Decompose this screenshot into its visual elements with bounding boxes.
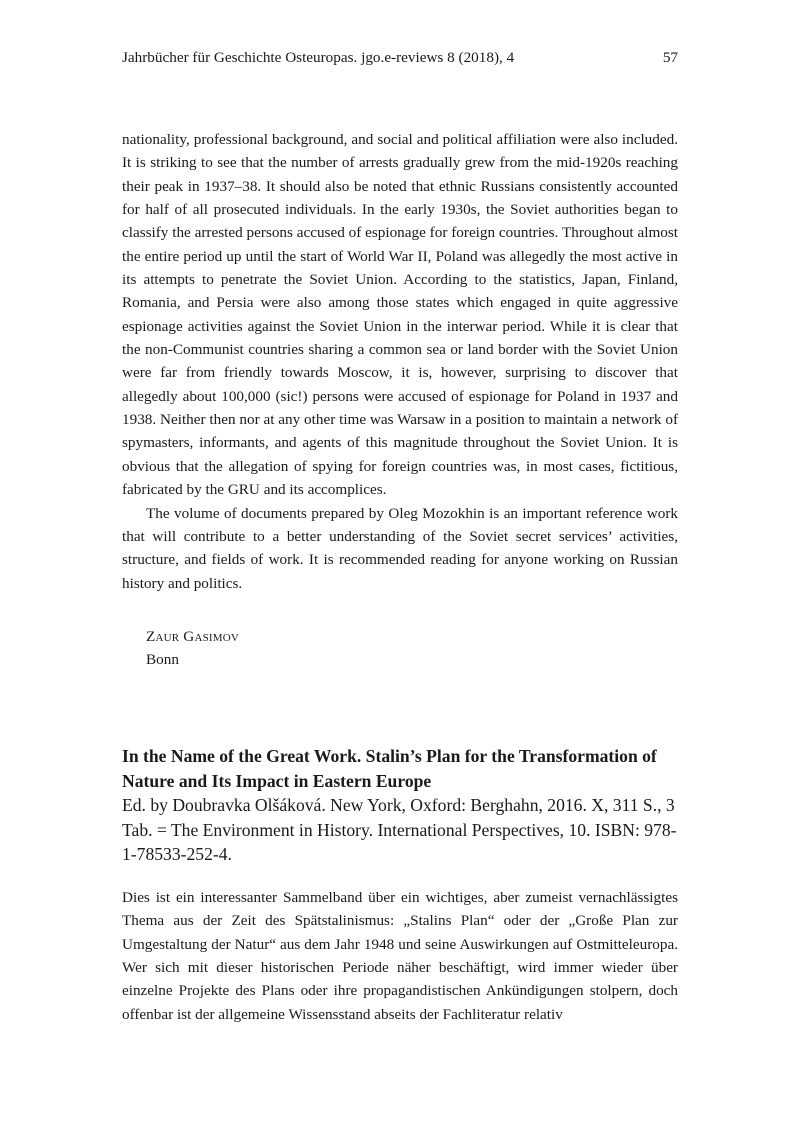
review-paragraph-closing: The volume of documents prepared by Oleg Mozokhin is an important reference work that will contribute to a better understanding of the Soviet secret services’ activities, structure, and fields of work. It is recommended reading for anyone working on Russian history and politics.: [122, 504, 678, 592]
reviewer-name: Zaur Gasimov: [146, 628, 240, 645]
reviewer-location: Bonn: [146, 651, 179, 668]
review-body: [122, 886, 678, 1026]
review-body-continued: [122, 128, 678, 595]
document-page: [122, 0, 678, 1131]
review-paragraph: nationality, professional background, and social and political affiliation were also included. It is striking to see that the number of arrests gradually grew from the mid-1920s reaching their peak in 1937–38. It should also be noted that ethnic Russians consistently accounted for half of all prosecuted individuals. In the early 1930s, the Soviet authorities began to classify the arrested persons accused of espionage for foreign countries. Throughout almost the entire period up until the start of World War II, Poland was allegedly the most active in its attempts to penetrate the Soviet Union. According to the statistics, Japan, Finland, Romania, and Persia were also among those states which engaged in quite aggressive espionage activities against the Soviet Union in the interwar period. While it is clear that the non-Communist countries sharing a common sea or land border with the Soviet Union were far from friendly towards Moscow, it is, however, surprising to discover that allegedly about 100,000 (sic!) persons were accused of espionage for Poland in 1937 and 1938. Neither then nor at any other time was Warsaw in a position to maintain a network of spymasters, informants, and agents of this magnitude throughout the Soviet Union. It is obvious that the allegation of spying for foreign countries was, in most cases, fictitious, fabricated by the GRU and its accomplices.: [122, 131, 678, 499]
review-paragraph: Dies ist ein interessanter Sammelband über ein wichtiges, aber zumeist vernachlässigtes Thema aus der Zeit des Spätstalinismus: „Stalins Plan“ oder der „Große Plan zur Umgestaltung der Natur“ aus dem Jahr 1948 und seine Auswirkungen auf Ostmitteleuropa. Wer sich mit dieser historischen Periode näher beschäftigt, wird immer wieder über einzelne Projekte des Plans oder ihre propagandistischen Ankündigungen stolpern, doch offenbar ist der allgemeine Wissensstand abseits der Fachliteratur relativ: [122, 889, 678, 1023]
book-bibliography: Ed. by Doubravka Olšáková. New York, Oxford: Berghahn, 2016. X, 311 S., 3 Tab. = The Environment in History. International Perspectives, 10. ISBN: 978-1-78533-252-4.: [122, 795, 677, 864]
journal-citation: Jahrbücher für Geschichte Osteuropas. jgo.e-reviews 8 (2018), 4: [122, 49, 515, 66]
review-heading: [122, 744, 678, 867]
book-title: In the Name of the Great Work. Stalin’s Plan for the Transformation of Nature and Its Impact in Eastern Europe: [122, 746, 657, 791]
reviewer-signature: [146, 625, 239, 671]
page-number: 57: [662, 49, 678, 66]
running-header: [122, 47, 678, 69]
